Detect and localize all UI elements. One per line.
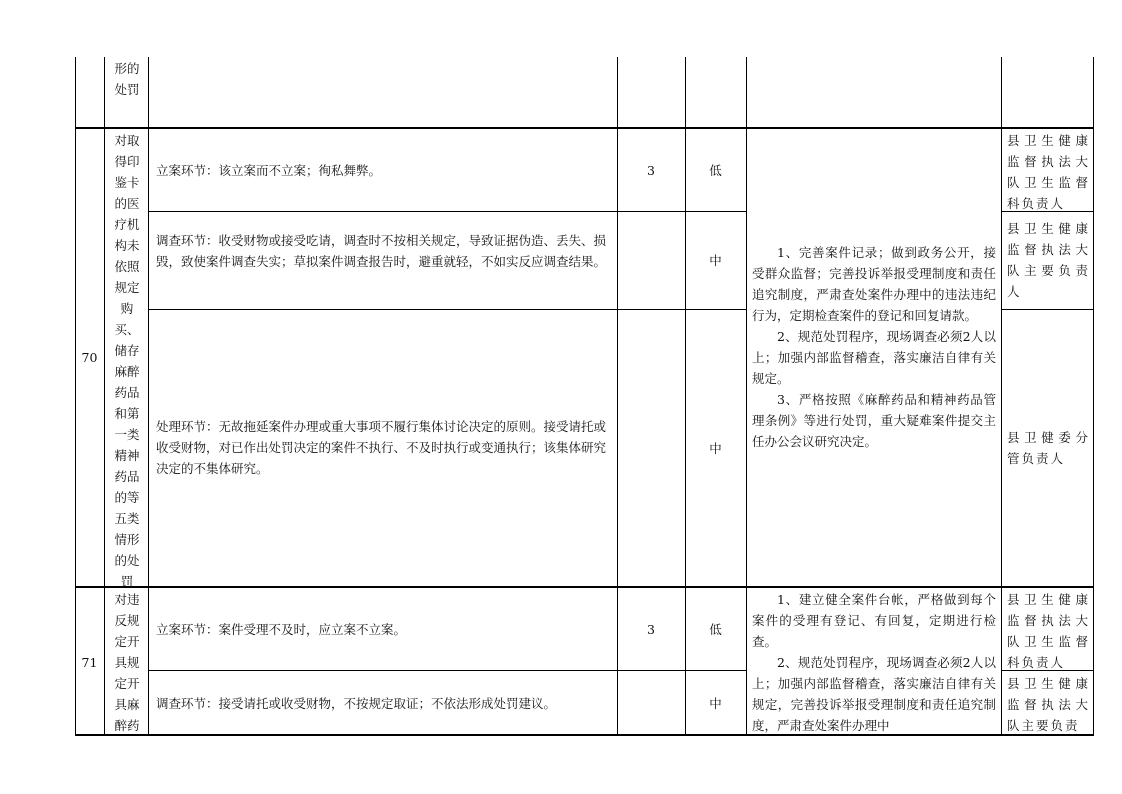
risk-level: 低 [709, 622, 722, 637]
responsible-person: 县卫生健康监督执法大队卫生监督科负责人 [1007, 592, 1090, 670]
prevention-measures [752, 589, 996, 734]
row-line [75, 586, 1094, 588]
risk-score: 3 [647, 163, 655, 178]
row-line [1001, 309, 1094, 310]
row-line [148, 211, 746, 212]
row-number: 71 [81, 655, 98, 670]
row-line [75, 734, 1094, 736]
col-line [104, 57, 105, 735]
col-line [1093, 57, 1094, 735]
measure-item: 1、建立健全案件台帐，严格做到每个案件的受理有登记、有回复，定期进行检查。 [752, 592, 996, 649]
col-line [1001, 57, 1002, 735]
measure-item: 2、规范处罚程序，现场调查必须2人以上；加强内部监督稽查，落实廉洁自律有关规定，完善投诉举报受理制度和责任追究制度，严肃查处案件办理中 [752, 655, 996, 733]
measure-item: 2、规范处罚程序，现场调查必须2人以上；加强内部监督稽查，落实廉洁自律有关规定。 [752, 329, 996, 386]
risk-level: 低 [709, 163, 722, 178]
col-line [148, 57, 149, 735]
risk-score: 3 [647, 622, 655, 637]
prevention-measures [752, 242, 996, 452]
row-number: 70 [81, 350, 98, 365]
responsible-person: 县卫生健康监督执法大队主要负责人 [1007, 221, 1090, 299]
measure-item: 1、完善案件记录；做到政务公开，接受群众监督；完善投诉举报受理制度和责任追究制度，严肃查处案件办理中的违法违纪行为，定期检查案件的登记和回复请款。 [752, 245, 996, 323]
responsible-person: 县卫生健康监督执法大队卫生监督科负责人 [1007, 133, 1090, 211]
row-line [75, 127, 1094, 129]
prev-item-tail: 形的处罚 [114, 61, 140, 97]
risk-level: 中 [709, 696, 722, 711]
risk-description: 调查环节：收受财物或接受吃请，调查时不按相关规定，导致证据伪造、丢失、损毁，致使案件调查失实；草拟案件调查报告时，避重就轻，不如实反应调查结果。 [156, 233, 607, 269]
col-line [746, 57, 747, 735]
row-line [148, 309, 746, 310]
measure-item: 3、严格按照《麻醉药品和精神药品管理条例》等进行处罚，重大疑难案件提交主任办公会议研究决定。 [752, 392, 996, 449]
risk-level: 中 [709, 253, 722, 268]
item-name: 对取得印鉴卡的医疗机构未依照规定购买、储存麻醉药品和第一类精神药品的等五类情形的处罚 [114, 133, 140, 589]
risk-description: 立案环节：该立案而不立案；徇私舞弊。 [156, 163, 382, 178]
col-line [75, 57, 76, 735]
risk-description: 调查环节：接受请托或收受财物，不按规定取证；不依法形成处罚建议。 [156, 696, 557, 711]
item-name: 对违反规定开具规定开具麻醉药 [114, 592, 140, 733]
row-line [148, 670, 746, 671]
responsible-person: 县卫健委分管负责人 [1007, 430, 1090, 466]
risk-description: 立案环节：案件受理不及时，应立案不立案。 [156, 622, 407, 637]
responsible-person: 县卫生健康监督执法大队主要负责 [1007, 676, 1090, 733]
risk-description: 处理环节：无故拖延案件办理或重大事项不履行集体讨论决定的原则。接受请托或收受财物，对已作出处罚决定的案件不执行、不及时执行或变通执行；该集体研究决定的不集体研究。 [156, 419, 607, 476]
risk-level: 中 [709, 441, 722, 456]
